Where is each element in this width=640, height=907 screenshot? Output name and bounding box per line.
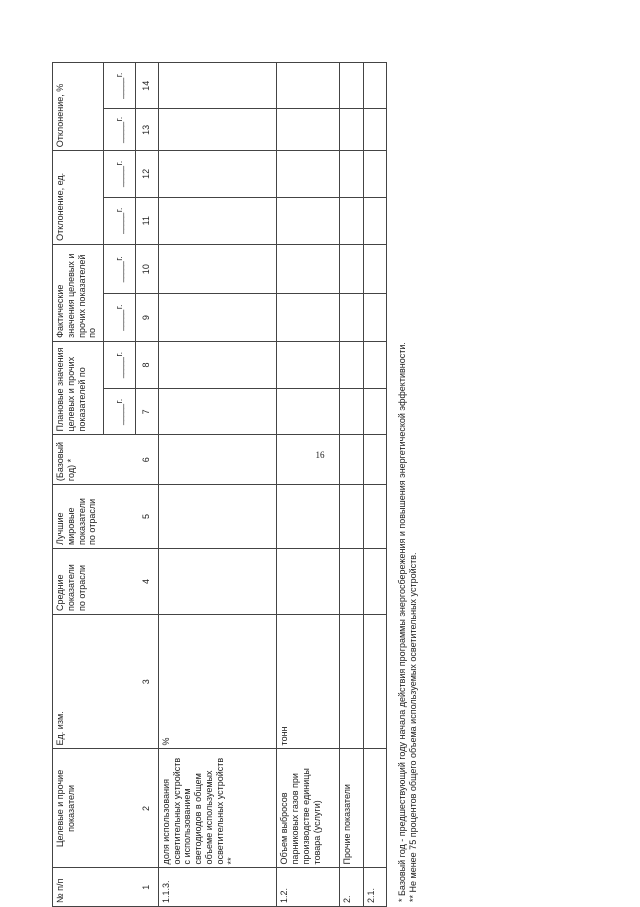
- col-number: 6: [135, 435, 158, 485]
- header-actual: Фактические значения целевых и прочих показателей по: [53, 244, 104, 341]
- row-num: 1.2.: [277, 868, 340, 907]
- year-label: _____ г.: [114, 352, 124, 378]
- rotated-page-content: [52, 62, 542, 907]
- header-avg: Средние показатели по отрасли: [53, 548, 136, 614]
- footnotes: [397, 72, 420, 902]
- year-cell: [103, 63, 135, 109]
- col-number: 3: [135, 615, 158, 749]
- row-name: Объем выбросов парниковых газов при производстве единицы товара (услуги): [277, 749, 340, 868]
- table-row: [340, 63, 363, 907]
- row-unit: тонн: [277, 615, 340, 749]
- row-unit: [340, 615, 363, 749]
- year-cell: [103, 151, 135, 197]
- header-base: (Базовый год) *: [53, 435, 136, 485]
- year-cell: [103, 197, 135, 244]
- table-row: [158, 63, 276, 907]
- header-num: № п/п: [53, 868, 136, 907]
- header-indicators: Целевые и прочие показатели: [53, 749, 136, 868]
- table-row: [363, 63, 386, 907]
- row-num: 2.: [340, 868, 363, 907]
- year-label: _____ г.: [114, 208, 124, 234]
- row-unit: [363, 615, 386, 749]
- footnote-base-year: * Базовый год - предшествующий году начала действия программы энергосбережения и повышения энергетической эффективности.: [397, 342, 407, 902]
- row-name: доля использования осветительных устройств с использованием светодиодов в общем объеме используемых осветительных устройств **: [158, 749, 276, 868]
- col-number: 4: [135, 548, 158, 614]
- page-number: 16: [315, 450, 325, 460]
- header-dev-units: Отклонение, ед.: [53, 151, 104, 245]
- col-number: 2: [135, 749, 158, 868]
- col-number: 14: [135, 63, 158, 109]
- header-best: Лучшие мировые показатели по отрасли: [53, 485, 136, 549]
- year-label: _____ г.: [114, 399, 124, 425]
- header-dev-pct: Отклонение, %: [53, 63, 104, 151]
- col-number: 8: [135, 341, 158, 388]
- row-name: [363, 749, 386, 868]
- year-cell: [103, 244, 135, 294]
- year-label: _____ г.: [114, 117, 124, 143]
- year-cell: [103, 294, 135, 341]
- col-number: 9: [135, 294, 158, 341]
- row-unit: %: [158, 615, 276, 749]
- year-label: _____ г.: [114, 161, 124, 187]
- row-name: Прочие показатели: [340, 749, 363, 868]
- col-number: 1: [135, 868, 158, 907]
- header-row: [53, 63, 104, 907]
- year-label: _____ г.: [114, 73, 124, 99]
- col-number: 13: [135, 109, 158, 151]
- row-num: 2.1.: [363, 868, 386, 907]
- row-num: 1.1.3.: [158, 868, 276, 907]
- col-number: 5: [135, 485, 158, 549]
- year-label: _____ г.: [114, 305, 124, 331]
- col-number: 12: [135, 151, 158, 197]
- col-number: 11: [135, 197, 158, 244]
- footnote-led-share: ** Не менее 75 процентов общего объема используемых осветительных устройств.: [408, 552, 419, 902]
- col-number: 10: [135, 244, 158, 294]
- year-cell: [103, 341, 135, 388]
- table-row: [277, 63, 340, 907]
- header-planned: Плановые значения целевых и прочих показателей по: [53, 341, 104, 435]
- year-cell: [103, 389, 135, 435]
- column-numbers-row: [135, 63, 158, 907]
- header-unit: Ед. изм.: [53, 615, 136, 749]
- year-cell: [103, 109, 135, 151]
- indicators-table: [52, 62, 387, 907]
- col-number: 7: [135, 389, 158, 435]
- year-label: _____ г.: [114, 256, 124, 282]
